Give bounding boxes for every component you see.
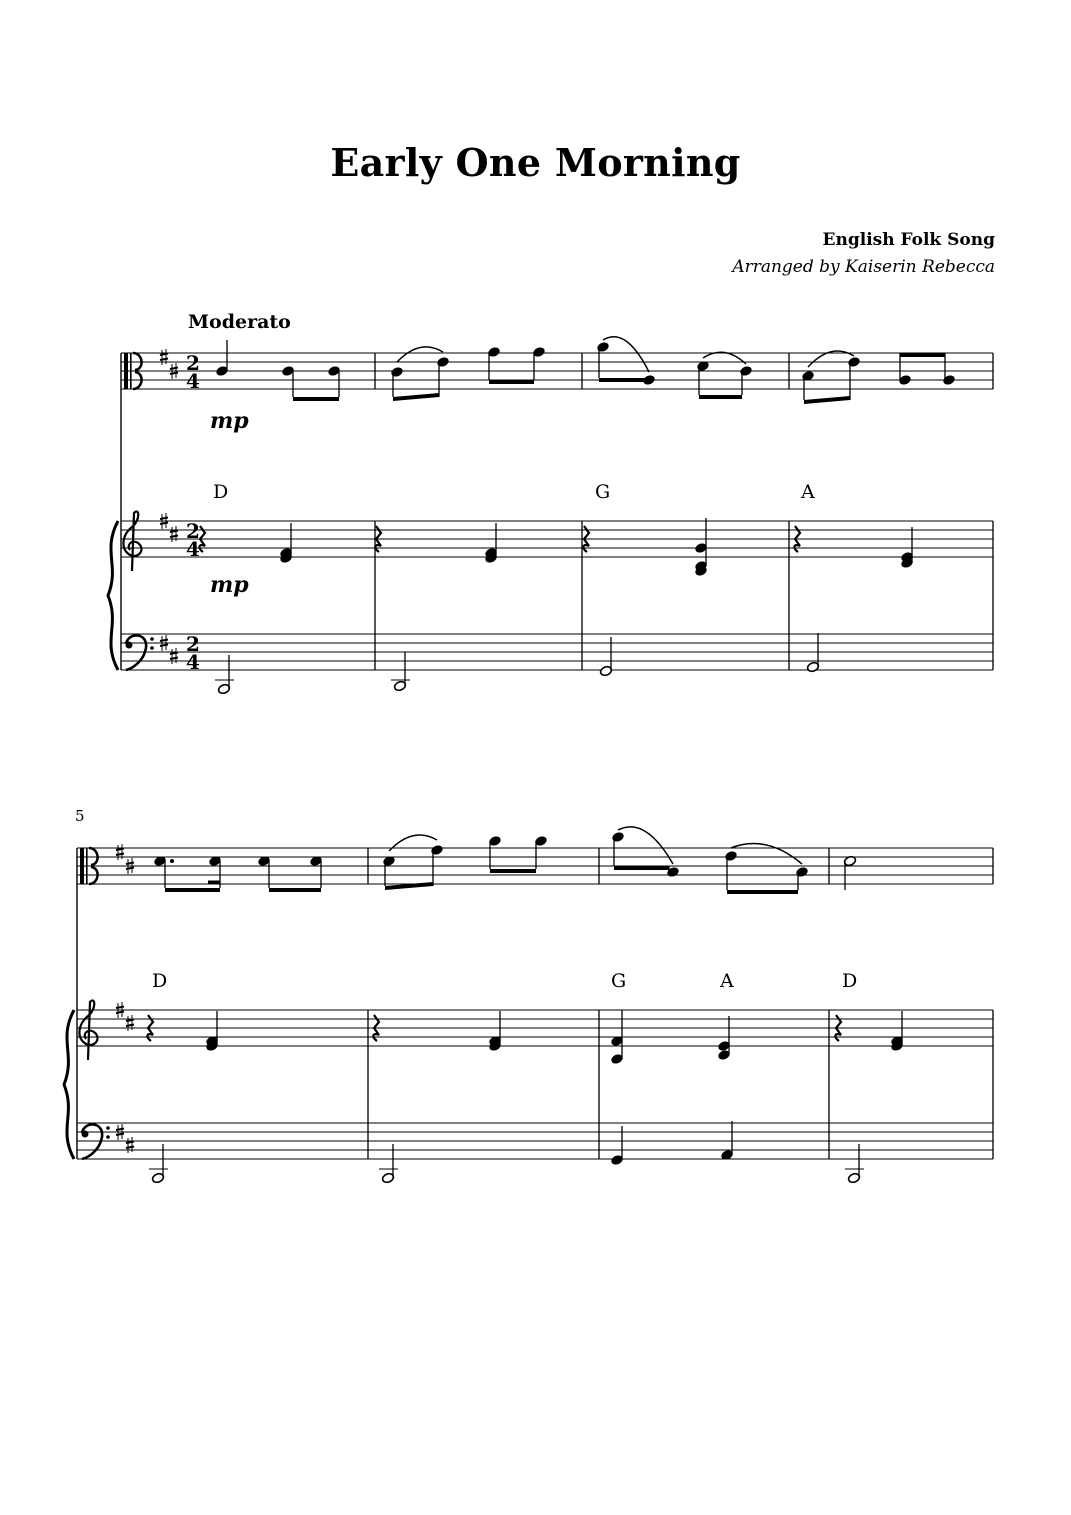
beam: [900, 353, 945, 357]
sharp-sign: [126, 868, 134, 870]
beam: [489, 380, 534, 384]
chord-symbol: G: [611, 970, 627, 992]
sharp-sign: [116, 1129, 124, 1131]
chord-symbol: G: [595, 481, 611, 503]
bass-clef-icon: [126, 635, 146, 670]
time-signature-top: 2: [186, 519, 200, 543]
note-head: [724, 850, 737, 862]
beam: [804, 396, 850, 404]
beam: [393, 393, 439, 401]
brace-icon: [64, 1010, 74, 1159]
chord-symbol: A: [720, 970, 734, 992]
time-signature-top: 2: [186, 632, 200, 656]
composer-credit: English Folk Song: [822, 230, 995, 250]
brace-icon: [108, 521, 118, 670]
sharp-sign: [160, 518, 168, 520]
slur: [731, 844, 802, 864]
time-signature-bottom: 4: [186, 650, 200, 674]
note-head: [611, 831, 624, 843]
sharp-sign: [116, 1134, 124, 1136]
sharp-sign: [160, 359, 168, 361]
sharp-sign: [170, 531, 178, 533]
bass-clef-icon: [82, 1131, 89, 1138]
sharp-sign: [116, 849, 124, 851]
note-head: [596, 341, 609, 353]
arranger-credit: Arranged by Kaiserin Rebecca: [732, 257, 995, 277]
beam: [385, 882, 433, 890]
beam: [727, 890, 798, 894]
alto-clef-icon: [124, 353, 128, 389]
beam: [293, 397, 339, 401]
note-head: [847, 356, 860, 368]
note-head: [795, 866, 808, 878]
sharp-sign: [126, 1020, 134, 1022]
chord-symbol: D: [842, 970, 858, 992]
note-head: [430, 844, 443, 856]
dynamic-marking: mp: [210, 572, 249, 598]
sharp-sign: [160, 354, 168, 356]
bass-clef-icon: [150, 637, 154, 641]
dynamic-marking: mp: [210, 408, 249, 434]
sharp-sign: [126, 863, 134, 865]
dot: [170, 859, 174, 863]
beam: [165, 888, 220, 892]
slur: [389, 835, 437, 851]
note-head: [739, 365, 752, 377]
alto-clef-icon: [86, 848, 88, 884]
note-head: [390, 366, 403, 378]
sharp-sign: [160, 645, 168, 647]
slur: [603, 337, 649, 372]
treble-clef-icon: [79, 1001, 97, 1060]
sharp-sign: [126, 1025, 134, 1027]
slur: [618, 827, 673, 864]
sharp-sign: [126, 1147, 134, 1149]
alto-clef-icon: [80, 848, 84, 884]
chord-symbol: D: [152, 970, 168, 992]
sharp-sign: [126, 1142, 134, 1144]
chord-symbol: D: [213, 481, 229, 503]
sharp-sign: [116, 854, 124, 856]
bass-clef-icon: [106, 1135, 110, 1139]
sharp-sign: [160, 523, 168, 525]
bass-clef-icon: [126, 642, 133, 649]
time-signature-bottom: 4: [186, 537, 200, 561]
sharp-sign: [170, 536, 178, 538]
sharp-sign: [116, 1007, 124, 1009]
note-head: [436, 356, 449, 368]
bass-clef-icon: [82, 1124, 102, 1159]
sharp-sign: [170, 368, 178, 370]
treble-clef-icon: [123, 512, 141, 571]
chord-symbol: A: [801, 481, 815, 503]
measure-number: 5: [75, 807, 85, 825]
beam: [614, 866, 669, 870]
alto-clef-icon: [130, 353, 132, 389]
sharp-sign: [116, 1012, 124, 1014]
tempo-marking: Moderato: [188, 311, 291, 333]
bass-clef-icon: [150, 646, 154, 650]
beam: [599, 378, 645, 382]
sharp-sign: [170, 373, 178, 375]
sharp-sign: [170, 658, 178, 660]
beam: [699, 395, 742, 399]
beam: [490, 869, 536, 873]
time-signature-bottom: 4: [186, 369, 200, 393]
beam: [269, 888, 321, 892]
sharp-sign: [160, 640, 168, 642]
sharp-sign: [170, 653, 178, 655]
page-title: Early One Morning: [330, 140, 741, 185]
bass-clef-icon: [106, 1126, 110, 1130]
note-head: [942, 374, 955, 386]
time-signature-top: 2: [186, 351, 200, 375]
slur: [397, 347, 443, 362]
